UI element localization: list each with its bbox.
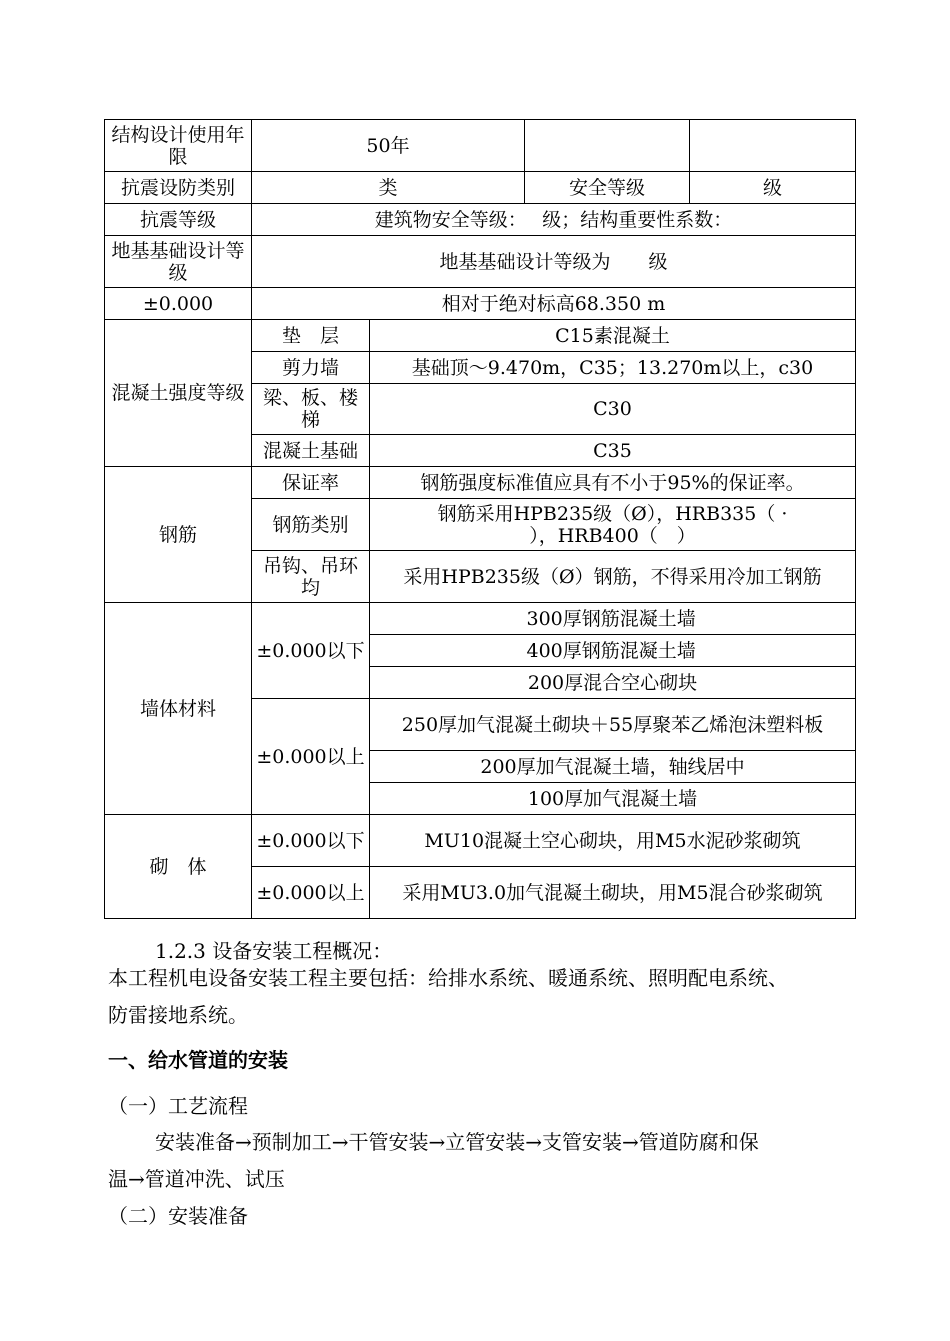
section-heading: 一、给水管道的安装 [108,1048,288,1072]
group-label-cell: 砌 体 [105,815,252,919]
item-name-cell: 垫 层 [252,320,370,352]
item-value-cell: 400厚钢筋混凝土墙 [525,635,856,667]
item-value-cell: C35 [370,435,856,467]
empty-cell [370,635,525,667]
item-name-cell: ±0.000以上 [252,867,370,919]
paragraph-line: 本工程机电设备安装工程主要包括：给排水系统、暖通系统、照明配电系统、 [108,966,788,990]
item-value-cell: MU10混凝土空心砌块，用M5水泥砂浆砌筑 [370,815,856,867]
item-value-cell: 200厚加气混凝土墙，轴线居中 [370,751,856,783]
item-name-cell: ±0.000以下 [252,815,370,867]
label-cell: 结构设计使用年限 [105,120,252,172]
item-name-cell: 梁、板、楼梯 [252,384,370,435]
label-cell: 抗震设防类别 [105,172,252,204]
section-title: 1.2.3 设备安装工程概况： [155,939,393,963]
value-cell: 级 [690,172,856,204]
item-value-cell: 钢筋采用HPB235级（Ø），HRB335（ · ），HRB400（ ） [370,499,856,551]
value-cell: 50年 [252,120,525,172]
empty-cell [370,603,525,635]
item-value-cell: 250厚加气混凝土砌块＋55厚聚苯乙烯泡沫塑料板 [370,699,856,751]
item-value-cell: C30 [370,384,856,435]
item-name-cell: ±0.000以下 [252,603,370,699]
item-name-cell: 保证率 [252,467,370,499]
item-value-cell: 采用HPB235级（Ø）钢筋，不得采用冷加工钢筋 [370,551,856,603]
item-value-cell: 100厚加气混凝土墙 [370,783,856,815]
value-cell: 建筑物安全等级： 级；结构重要性系数： [252,204,856,236]
value-cell: 相对于绝对标高68.350 m [252,288,856,320]
paragraph-line: 防雷接地系统。 [108,1003,248,1027]
value-cell: 类 [252,172,525,204]
label-cell: 地基基础设计等级 [105,236,252,288]
flow-line: 温→管道冲洗、试压 [108,1167,285,1191]
flow-line: 安装准备→预制加工→干管安装→立管安装→支管安装→管道防腐和保 [155,1130,759,1154]
item-name-cell: 剪力墙 [252,352,370,384]
group-label-cell: 墙体材料 [105,603,252,815]
item-value-cell: 钢筋强度标准值应具有不小于95%的保证率。 [370,467,856,499]
item-name-cell: 混凝土基础 [252,435,370,467]
item-value-cell: 采用MU3.0加气混凝土砌块，用M5混合砂浆砌筑 [370,867,856,919]
subsection-title: （二）安装准备 [108,1204,248,1228]
item-name-cell: 吊钩、吊环均 [252,551,370,603]
item-value-cell: C15素混凝土 [370,320,856,352]
subsection-title: （一）工艺流程 [108,1094,248,1118]
label-cell: ±0.000 [105,288,252,320]
item-name-cell: ±0.000以上 [252,699,370,815]
label-cell: 安全等级 [525,172,690,204]
empty-cell [525,120,690,172]
value-cell: 地基基础设计等级为 级 [252,236,856,288]
item-value-cell: 基础顶～9.470m，C35；13.270m以上，c30 [370,352,856,384]
empty-cell [690,120,856,172]
group-label-cell: 混凝土强度等级 [105,320,252,467]
group-label-cell: 钢筋 [105,467,252,603]
spec-table [104,119,856,919]
item-value-cell: 200厚混合空心砌块 [370,667,856,699]
item-name-cell: 钢筋类别 [252,499,370,551]
label-cell: 抗震等级 [105,204,252,236]
item-value-cell: 300厚钢筋混凝土墙 [525,603,856,635]
